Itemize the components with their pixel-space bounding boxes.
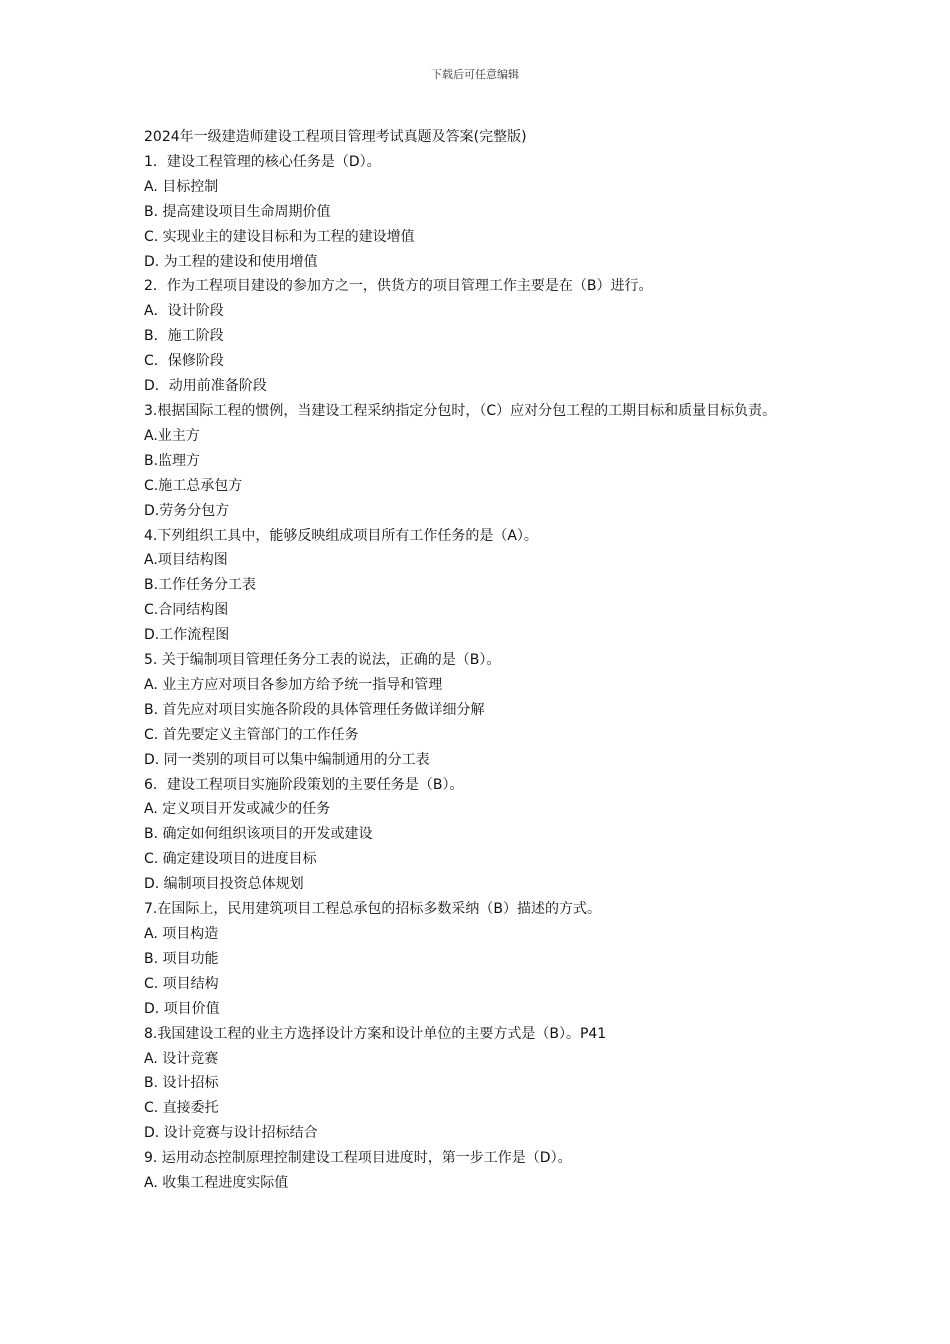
text-line: D. 设计竞赛与设计招标结合 — [144, 1125, 318, 1142]
text-line: A.业主方 — [144, 427, 200, 444]
text-line: D. 项目价值 — [144, 1000, 220, 1017]
text-line: 5. 关于编制项目管理任务分工表的说法，正确的是（B）。 — [144, 652, 501, 669]
text-line: B. 确定如何组织该项目的开发或建设 — [144, 826, 373, 843]
page-header-note: 下载后可任意编辑 — [431, 68, 519, 81]
text-line: C.合同结构图 — [144, 602, 229, 619]
text-line: C. 确定建设项目的进度目标 — [144, 851, 317, 868]
text-line: C. 项目结构 — [144, 975, 219, 992]
text-line: B. 提高建设项目生命周期价值 — [144, 203, 331, 220]
text-line: 7.在国际上，民用建筑项目工程总承包的招标多数采纳（B）描述的方式。 — [144, 901, 601, 918]
text-line: 8.我国建设工程的业主方选择设计方案和设计单位的主要方式是（B）。P41 — [144, 1025, 607, 1042]
text-line: A. 项目构造 — [144, 926, 219, 942]
text-line: C.施工总承包方 — [144, 477, 243, 494]
text-line: B. 首先应对项目实施各阶段的具体管理任务做详细分解 — [144, 701, 485, 718]
text-line: D.劳务分包方 — [144, 502, 230, 519]
text-line: 1．建设工程管理的核心任务是（D）。 — [144, 153, 381, 170]
text-line: 2．作为工程项目建设的参加方之一，供货方的项目管理工作主要是在（B）进行。 — [144, 278, 653, 295]
text-line: A.项目结构图 — [144, 552, 228, 569]
text-line: A. 定义项目开发或减少的任务 — [144, 801, 331, 818]
text-line: A. 设计竞赛 — [144, 1050, 219, 1067]
text-line: C. 直接委托 — [144, 1100, 219, 1117]
text-line: A. 业主方应对项目各参加方给予统一指导和管理 — [144, 676, 443, 693]
text-line: A. 目标控制 — [144, 178, 219, 195]
text-line: B．施工阶段 — [144, 328, 224, 345]
text-line: A. 收集工程进度实际值 — [144, 1175, 289, 1192]
text-line: 3.根据国际工程的惯例，当建设工程采纳指定分包时，（C）应对分包工程的工期目标和质量目标负责。 — [144, 402, 777, 419]
text-line: B. 设计招标 — [144, 1075, 219, 1092]
text-line: D．动用前准备阶段 — [144, 378, 267, 395]
text-line: C．保修阶段 — [144, 353, 224, 370]
document-title: 2024年一级建造师建设工程项目管理考试真题及答案(完整版) — [144, 129, 527, 145]
document-body — [144, 125, 809, 1196]
text-line: 9. 运用动态控制原理控制建设工程项目进度时，第一步工作是（D）。 — [144, 1150, 572, 1167]
text-line: C. 实现业主的建设目标和为工程的建设增值 — [144, 228, 415, 245]
text-line: 4.下列组织工具中，能够反映组成项目所有工作任务的是（A）。 — [144, 527, 538, 544]
text-line: B.监理方 — [144, 452, 201, 469]
text-line: D. 为工程的建设和使用增值 — [144, 253, 318, 270]
text-line: A．设计阶段 — [144, 303, 224, 320]
text-line: C. 首先要定义主管部门的工作任务 — [144, 726, 359, 743]
text-line: B. 项目功能 — [144, 950, 219, 967]
text-line: 6．建设工程项目实施阶段策划的主要任务是（B）。 — [144, 776, 464, 793]
question-list — [144, 150, 809, 1196]
text-line: D. 编制项目投资总体规划 — [144, 876, 304, 893]
text-line: D.工作流程图 — [144, 627, 230, 644]
text-line: D. 同一类别的项目可以集中编制通用的分工表 — [144, 751, 430, 768]
text-line: B.工作任务分工表 — [144, 577, 257, 594]
